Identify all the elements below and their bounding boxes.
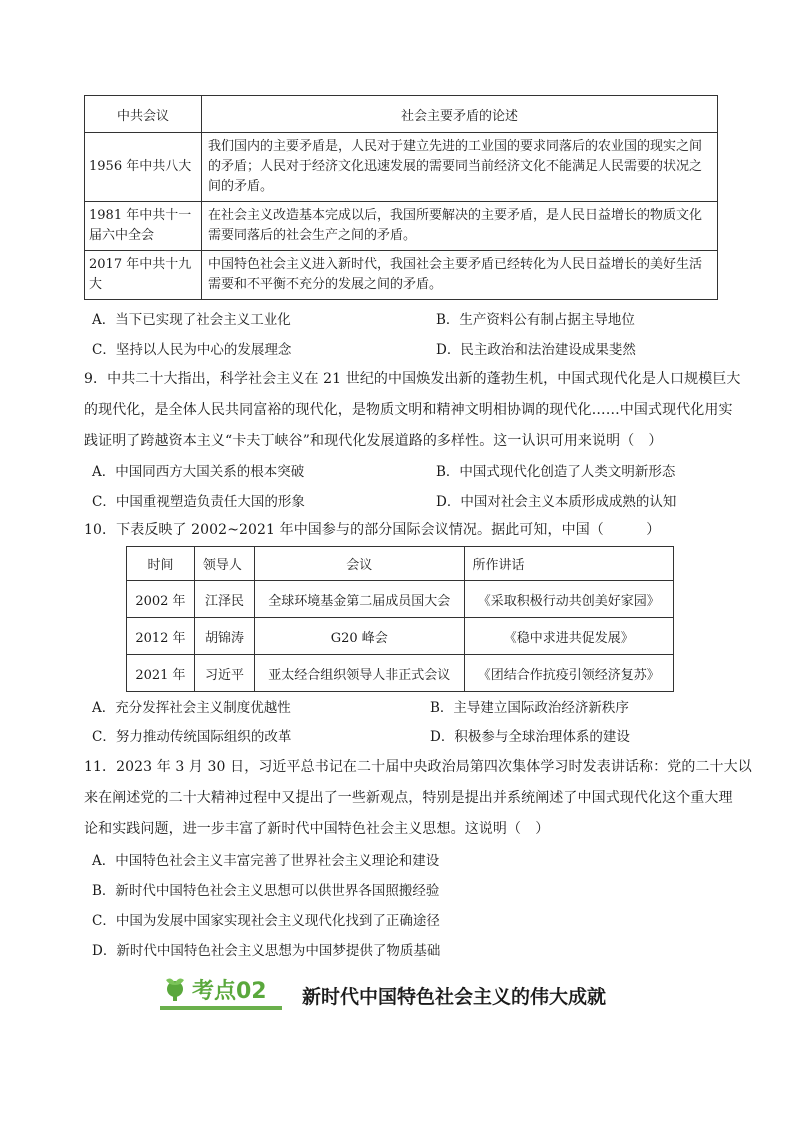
table-row [85,133,718,202]
q11-option-a[interactable]: A．中国特色社会主义丰富完善了世界社会主义理论和建设 [92,853,440,869]
q11-option-c[interactable]: C．中国为发展中国家实现社会主义现代化找到了正确途径 [92,913,440,929]
q9-stem-line3: 践证明了跨越资本主义“卡夫丁峡谷”和现代化发展道路的多样性。这一认识可用来说明（ ） [84,433,663,449]
cell-conference: 亚太经合组织领导人非正式会议 [255,655,464,692]
cell-time: 2021 年 [127,655,195,692]
q9-option-d[interactable]: D．中国对社会主义本质形成成熟的认知 [436,494,677,510]
q9-stem-line2: 的现代化，是全体人民共同富裕的现代化，是物质文明和精神文明相协调的现代化……中国式现代化用实 [84,402,733,418]
header-speech: 所作讲话 [464,547,674,581]
q10-stem: 10．下表反映了 2002~2021 年中国参与的部分国际会议情况。据此可知，中国（ ） [84,522,661,538]
header-time: 时间 [127,547,195,581]
header-conference: 会议 [255,547,464,581]
cell-speech: 《团结合作抗疫引领经济复苏》 [464,655,674,692]
cell-leader: 胡锦涛 [194,618,254,655]
cell-time: 2012 年 [127,618,195,655]
section-title: 新时代中国特色社会主义的伟大成就 [302,986,607,1008]
cell-time: 2002 年 [127,581,195,618]
contradiction-table [84,95,718,300]
q11-stem-line3: 论和实践问题，进一步丰富了新时代中国特色社会主义思想。这说明（ ） [84,821,550,837]
statement-cell: 我们国内的主要矛盾是，人民对于建立先进的工业国的要求同落后的农业国的现实之间的矛盾；人民对于经济文化迅速发展的需要同当前经济文化不能满足人民需要的状况之间的矛盾。 [202,133,718,202]
table-header-row [85,96,718,133]
statement-cell: 中国特色社会主义进入新时代，我国社会主要矛盾已经转化为人民日益增长的美好生活需要和不平衡不充分的发展之间的矛盾。 [202,251,718,300]
q9-stem-line1: 9．中共二十大指出，科学社会主义在 21 世纪的中国焕发出新的蓬勃生机，中国式现代化是人口规模巨大 [84,371,741,387]
table-row [127,618,674,655]
q11-option-b[interactable]: B．新时代中国特色社会主义思想可以供世界各国照搬经验 [92,883,440,899]
q11-option-d[interactable]: D．新时代中国特色社会主义思想为中国梦提供了物质基础 [92,943,441,959]
q11-stem-line2: 来在阐述党的二十大精神过程中又提出了一些新观点，特别是提出并系统阐述了中国式现代化这个重大理 [84,790,733,806]
q8-option-a[interactable]: A．当下已实现了社会主义工业化 [92,312,291,328]
section-badge-label: 考点02 [192,979,267,1004]
table-row [85,202,718,251]
q8-option-b[interactable]: B．生产资料公有制占据主导地位 [436,312,635,328]
q9-option-c[interactable]: C．中国重视塑造负责任大国的形象 [92,494,305,510]
section-badge [160,972,282,1010]
q10-option-c[interactable]: C．努力推动传统国际组织的改革 [92,729,292,745]
header-statement: 社会主要矛盾的论述 [202,96,718,133]
q11-stem-line1: 11．2023 年 3 月 30 日，习近平总书记在二十届中央政治局第四次集体学习时发表讲话称：党的二十大以 [84,759,752,775]
table-row [127,655,674,692]
q10-option-d[interactable]: D．积极参与全球治理体系的建设 [430,729,630,745]
meeting-cell: 1956 年中共八大 [85,133,202,202]
header-leader: 领导人 [194,547,254,581]
table-header-row [127,547,674,581]
cell-conference: G20 峰会 [255,618,464,655]
cell-conference: 全球环境基金第二届成员国大会 [255,581,464,618]
header-meeting: 中共会议 [85,96,202,133]
q10-option-b[interactable]: B．主导建立国际政治经济新秩序 [430,700,629,716]
cell-leader: 江泽民 [194,581,254,618]
meeting-cell: 1981 年中共十一届六中全会 [85,202,202,251]
q9-option-a[interactable]: A．中国同西方大国关系的根本突破 [92,464,305,480]
q10-option-a[interactable]: A．充分发挥社会主义制度优越性 [92,700,291,716]
table-row [127,581,674,618]
conference-table [126,546,674,692]
meeting-cell: 2017 年中共十九大 [85,251,202,300]
cell-leader: 习近平 [194,655,254,692]
table-row [85,251,718,300]
leaf-icon [162,974,188,1006]
q8-option-c[interactable]: C．坚持以人民为中心的发展理念 [92,342,292,358]
q9-option-b[interactable]: B．中国式现代化创造了人类文明新形态 [436,464,676,480]
q8-option-d[interactable]: D．民主政治和法治建设成果斐然 [436,342,636,358]
statement-cell: 在社会主义改造基本完成以后，我国所要解决的主要矛盾，是人民日益增长的物质文化需要同落后的社会生产之间的矛盾。 [202,202,718,251]
cell-speech: 《采取积极行动共创美好家园》 [464,581,674,618]
cell-speech: 《稳中求进共促发展》 [464,618,674,655]
